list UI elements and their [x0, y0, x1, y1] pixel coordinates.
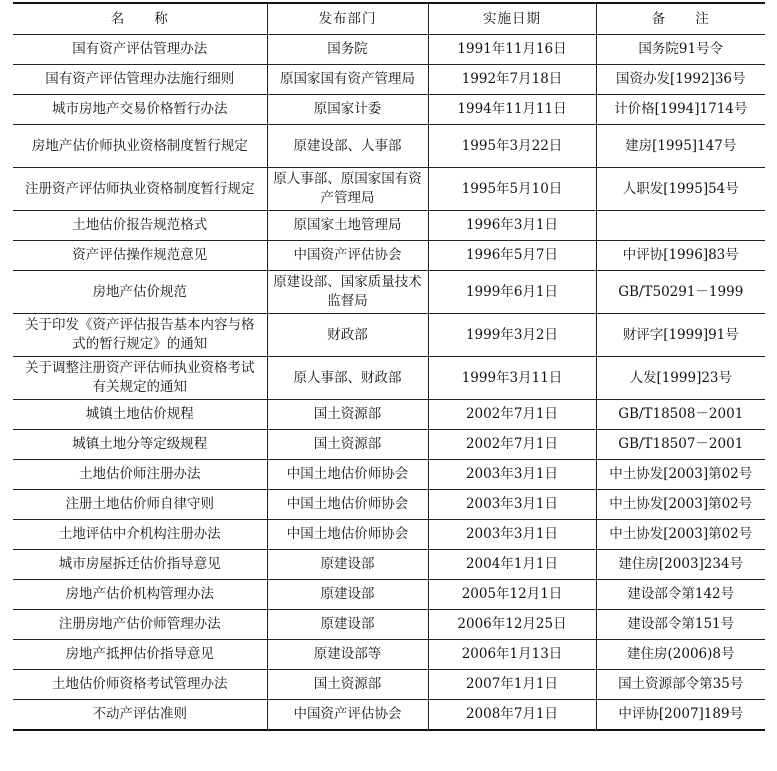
cell-name: 注册土地估价师自律守则 — [13, 490, 267, 520]
table-row — [13, 520, 765, 550]
cell-name: 城市房地产交易价格暂行办法 — [13, 95, 267, 125]
cell-dept: 原建设部、人事部 — [267, 125, 428, 168]
cell-note: 建房[1995]147号 — [596, 125, 765, 168]
cell-note: 财评字[1999]91号 — [596, 314, 765, 357]
cell-date: 2003年3月1日 — [428, 520, 596, 550]
cell-name: 城镇土地估价规程 — [13, 400, 267, 430]
cell-dept: 国土资源部 — [267, 670, 428, 700]
cell-note — [596, 211, 765, 241]
cell-dept: 原国家计委 — [267, 95, 428, 125]
cell-date: 1995年3月22日 — [428, 125, 596, 168]
cell-name: 关于印发《资产评估报告基本内容与格式的暂行规定》的通知 — [13, 314, 267, 357]
table-row — [13, 490, 765, 520]
table-row — [13, 430, 765, 460]
cell-date: 1992年7月18日 — [428, 65, 596, 95]
cell-note: GB/T50291－1999 — [596, 271, 765, 314]
cell-name: 注册资产评估师执业资格制度暂行规定 — [13, 168, 267, 211]
cell-dept: 原人事部、财政部 — [267, 357, 428, 400]
table-row — [13, 35, 765, 65]
regulations-table — [13, 2, 765, 731]
cell-name: 城镇土地分等定级规程 — [13, 430, 267, 460]
cell-date: 2003年3月1日 — [428, 460, 596, 490]
cell-date: 1994年11月11日 — [428, 95, 596, 125]
table-row — [13, 271, 765, 314]
cell-name: 土地评估中介机构注册办法 — [13, 520, 267, 550]
cell-date: 2003年3月1日 — [428, 490, 596, 520]
cell-date: 2002年7月1日 — [428, 430, 596, 460]
cell-date: 1999年3月11日 — [428, 357, 596, 400]
cell-dept: 中国土地估价师协会 — [267, 490, 428, 520]
cell-name: 土地估价报告规范格式 — [13, 211, 267, 241]
cell-note: GB/T18507－2001 — [596, 430, 765, 460]
cell-name: 土地估价师资格考试管理办法 — [13, 670, 267, 700]
header-date: 实施日期 — [428, 3, 596, 35]
cell-note: 中土协发[2003]第02号 — [596, 520, 765, 550]
cell-dept: 国土资源部 — [267, 430, 428, 460]
cell-note: 建设部令第151号 — [596, 610, 765, 640]
cell-date: 2005年12月1日 — [428, 580, 596, 610]
cell-name: 房地产估价规范 — [13, 271, 267, 314]
cell-date: 1996年3月1日 — [428, 211, 596, 241]
table-body — [13, 35, 765, 730]
cell-dept: 原国家国有资产管理局 — [267, 65, 428, 95]
cell-name: 国有资产评估管理办法 — [13, 35, 267, 65]
cell-note: 建住房(2006)8号 — [596, 640, 765, 670]
cell-note: 人职发[1995]54号 — [596, 168, 765, 211]
table-row — [13, 610, 765, 640]
cell-name: 关于调整注册资产评估师执业资格考试有关规定的通知 — [13, 357, 267, 400]
table-header-row — [13, 3, 765, 35]
cell-dept: 财政部 — [267, 314, 428, 357]
table-row — [13, 314, 765, 357]
cell-dept: 中国土地估价师协会 — [267, 460, 428, 490]
cell-date: 2004年1月1日 — [428, 550, 596, 580]
cell-dept: 中国资产评估协会 — [267, 241, 428, 271]
cell-dept: 原建设部 — [267, 580, 428, 610]
cell-date: 1996年5月7日 — [428, 241, 596, 271]
cell-date: 2006年12月25日 — [428, 610, 596, 640]
header-dept: 发布部门 — [267, 3, 428, 35]
cell-dept: 原建设部 — [267, 610, 428, 640]
cell-note: 中土协发[2003]第02号 — [596, 490, 765, 520]
table-row — [13, 65, 765, 95]
cell-dept: 中国土地估价师协会 — [267, 520, 428, 550]
cell-date: 2006年1月13日 — [428, 640, 596, 670]
header-note: 备 注 — [596, 3, 765, 35]
table-row — [13, 550, 765, 580]
cell-note: 建住房[2003]234号 — [596, 550, 765, 580]
cell-date: 1999年3月2日 — [428, 314, 596, 357]
cell-dept: 中国资产评估协会 — [267, 700, 428, 730]
table-row — [13, 241, 765, 271]
cell-date: 1991年11月16日 — [428, 35, 596, 65]
table-row — [13, 357, 765, 400]
cell-name: 不动产评估准则 — [13, 700, 267, 730]
cell-dept: 国务院 — [267, 35, 428, 65]
cell-date: 2002年7月1日 — [428, 400, 596, 430]
cell-note: 国务院91号令 — [596, 35, 765, 65]
cell-name: 资产评估操作规范意见 — [13, 241, 267, 271]
cell-date: 1999年6月1日 — [428, 271, 596, 314]
table-row — [13, 640, 765, 670]
cell-name: 注册房地产估价师管理办法 — [13, 610, 267, 640]
cell-note: 中评协[1996]83号 — [596, 241, 765, 271]
cell-dept: 原建设部等 — [267, 640, 428, 670]
cell-dept: 原建设部、国家质量技术监督局 — [267, 271, 428, 314]
table-row — [13, 400, 765, 430]
cell-note: 建设部令第142号 — [596, 580, 765, 610]
cell-date: 2008年7月1日 — [428, 700, 596, 730]
table-row — [13, 125, 765, 168]
cell-note: 国土资源部令第35号 — [596, 670, 765, 700]
table-row — [13, 211, 765, 241]
cell-dept: 国土资源部 — [267, 400, 428, 430]
table-row — [13, 580, 765, 610]
cell-name: 城市房屋拆迁估价指导意见 — [13, 550, 267, 580]
cell-dept: 原建设部 — [267, 550, 428, 580]
cell-date: 1995年5月10日 — [428, 168, 596, 211]
cell-name: 土地估价师注册办法 — [13, 460, 267, 490]
cell-note: 中评协[2007]189号 — [596, 700, 765, 730]
cell-dept: 原人事部、原国家国有资产管理局 — [267, 168, 428, 211]
cell-name: 国有资产评估管理办法施行细则 — [13, 65, 267, 95]
cell-name: 房地产估价师执业资格制度暂行规定 — [13, 125, 267, 168]
header-name: 名 称 — [13, 3, 267, 35]
cell-note: 人发[1999]23号 — [596, 357, 765, 400]
cell-note: 计价格[1994]1714号 — [596, 95, 765, 125]
cell-date: 2007年1月1日 — [428, 670, 596, 700]
table-row — [13, 670, 765, 700]
cell-note: 国资办发[1992]36号 — [596, 65, 765, 95]
table-row — [13, 95, 765, 125]
table-row — [13, 460, 765, 490]
table-row — [13, 168, 765, 211]
cell-note: GB/T18508－2001 — [596, 400, 765, 430]
cell-note: 中土协发[2003]第02号 — [596, 460, 765, 490]
cell-name: 房地产抵押估价指导意见 — [13, 640, 267, 670]
cell-dept: 原国家土地管理局 — [267, 211, 428, 241]
cell-name: 房地产估价机构管理办法 — [13, 580, 267, 610]
table-row — [13, 700, 765, 730]
